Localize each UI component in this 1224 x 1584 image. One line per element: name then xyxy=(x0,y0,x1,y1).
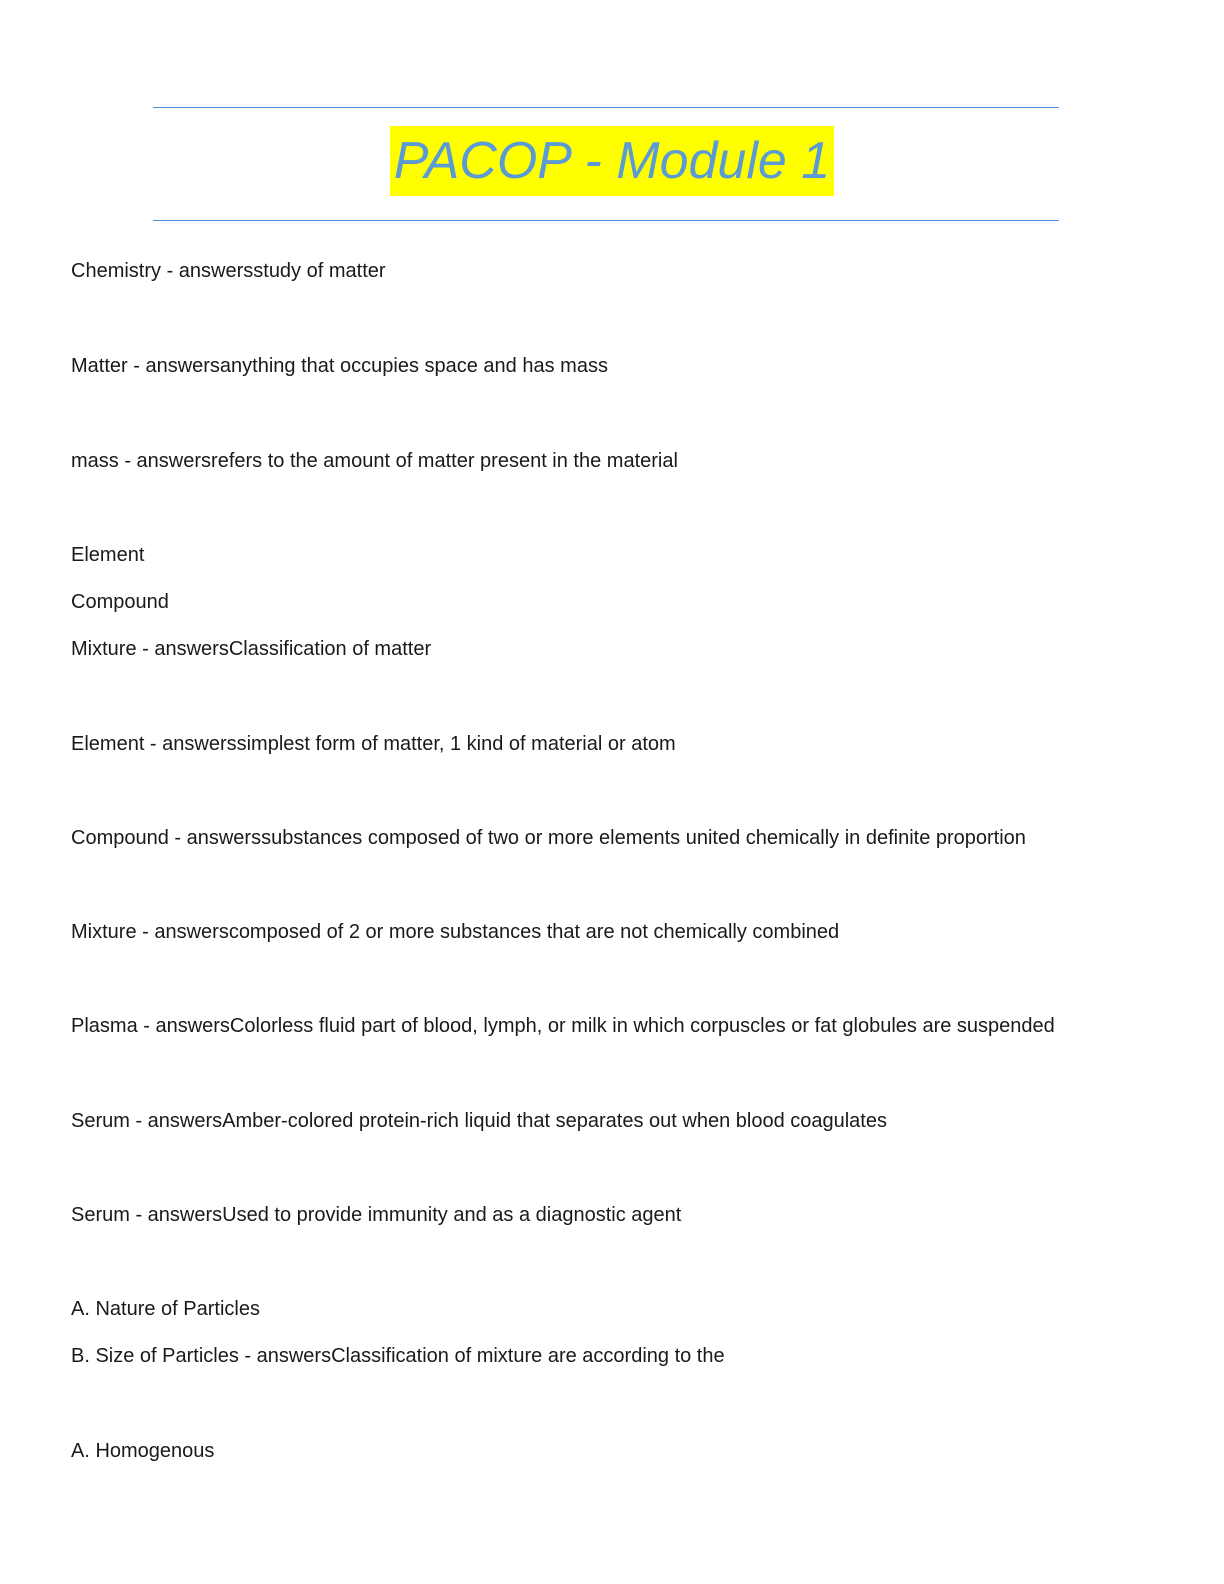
flashcard-line: Element - answerssimplest form of matter, 1 kind of material or atom xyxy=(71,733,676,755)
flashcard-line: Compound xyxy=(71,591,169,613)
flashcard-line: A. Nature of Particles xyxy=(71,1298,260,1320)
flashcard-line: Plasma - answersColorless fluid part of blood, lymph, or milk in which corpuscles or fat globules are suspended xyxy=(71,1015,1055,1037)
flashcard-line: Matter - answersanything that occupies space and has mass xyxy=(71,355,608,377)
flashcard-line: Serum - answersUsed to provide immunity and as a diagnostic agent xyxy=(71,1204,682,1226)
flashcard-line: mass - answersrefers to the amount of matter present in the material xyxy=(71,450,678,472)
flashcard-line: Mixture - answersClassification of matter xyxy=(71,638,432,660)
flashcard-line: B. Size of Particles - answersClassification of mixture are according to the xyxy=(71,1345,725,1367)
title-bottom-rule xyxy=(153,220,1059,221)
flashcard-line: Mixture - answerscomposed of 2 or more substances that are not chemically combined xyxy=(71,921,840,943)
title-top-rule xyxy=(153,107,1059,108)
flashcard-line: A. Homogenous xyxy=(71,1440,215,1462)
flashcard-line: Compound - answerssubstances composed of two or more elements united chemically in definite proportion xyxy=(71,827,1026,849)
title-container xyxy=(0,126,1224,196)
flashcard-line: Serum - answersAmber-colored protein-rich liquid that separates out when blood coagulates xyxy=(71,1110,887,1132)
flashcard-line: Chemistry - answersstudy of matter xyxy=(71,260,386,282)
document-title: PACOP - Module 1 xyxy=(390,126,834,196)
flashcard-line: Element xyxy=(71,544,145,566)
